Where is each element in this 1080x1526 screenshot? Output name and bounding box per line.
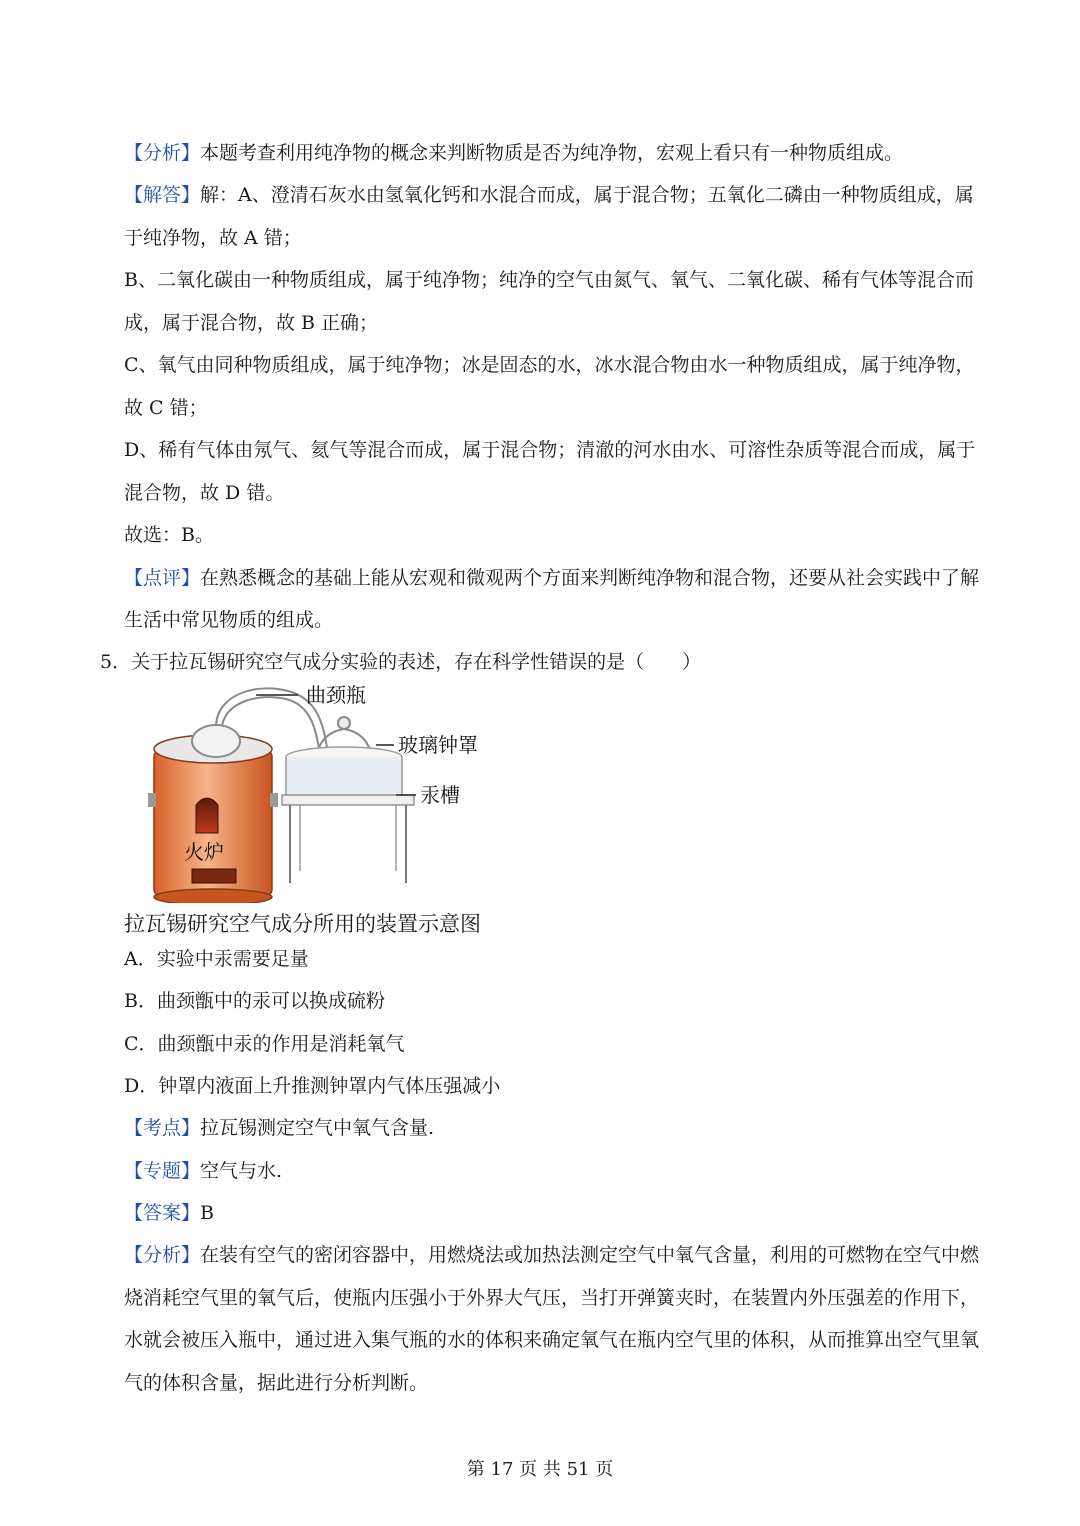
- option-c-explanation-1: C、氧气由同种物质组成，属于纯净物；冰是固态的水，冰水混合物由水一种物质组成，属于纯净物，: [124, 354, 975, 376]
- answer-detail-tag: 【解答】: [124, 184, 201, 206]
- bell-jar-label: 玻璃钟罩: [398, 733, 478, 757]
- analysis-line: [124, 141, 994, 165]
- answer-detail-line-2: 于纯净物，故 A 错；: [124, 227, 302, 249]
- answer-detail-text: 解：A、澄清石灰水由氢氧化钙和水混合而成，属于混合物；五氧化二磷由一种物质组成，属: [200, 184, 974, 206]
- final-choice: 故选：B。: [124, 524, 214, 546]
- option-a: A．实验中汞需要足量: [124, 948, 309, 970]
- knowledge-point-line: [124, 1116, 994, 1140]
- option-b: B．曲颈甑中的汞可以换成硫粉: [124, 990, 385, 1012]
- comment-line-2: 生活中常见物质的组成。: [124, 609, 334, 631]
- topic-tag: 【专题】: [124, 1160, 201, 1182]
- topic-text: 空气与水.: [200, 1160, 283, 1182]
- topic-line: [124, 1159, 994, 1183]
- analysis-tag: 【分析】: [124, 142, 201, 164]
- knowledge-point-tag: 【考点】: [124, 1117, 201, 1139]
- comment-text: 在熟悉概念的基础上能从宏观和微观两个方面来判断纯净物和混合物，还要从社会实践中了解: [200, 567, 980, 589]
- furnace-icon: [148, 735, 278, 903]
- option-c: C．曲颈甑中汞的作用是消耗氧气: [124, 1033, 405, 1055]
- flask-label: 曲颈瓶: [306, 683, 366, 707]
- answer-tag: 【答案】: [124, 1202, 201, 1224]
- option-d: D．钟罩内液面上升推测钟罩内气体压强减小: [124, 1075, 501, 1097]
- q5-analysis-line-3: 水就会被压入瓶中，通过进入集气瓶的水的体积来确定氧气在瓶内空气里的体积，从而推算出空气里氧: [124, 1329, 980, 1351]
- answer-text: B: [200, 1202, 214, 1224]
- knowledge-point-text: 拉瓦锡测定空气中氧气含量.: [200, 1117, 435, 1139]
- option-c-explanation-2: 故 C 错；: [124, 397, 208, 419]
- q5-analysis-line-2: 烧消耗空气里的氧气后，使瓶内压强小于外界大气压，当打开弹簧夹时，在装置内外压强差的作用下，: [124, 1287, 980, 1309]
- figure-caption: 拉瓦锡研究空气成分所用的装置示意图: [124, 912, 481, 936]
- answer-line: [124, 1201, 994, 1225]
- q5-analysis-text: 在装有空气的密闭容器中，用燃烧法或加热法测定空气中氧气含量，利用的可燃物在空气中燃: [200, 1244, 980, 1266]
- page-number: 第 17 页 共 51 页: [466, 1459, 614, 1480]
- q5-analysis-line: [124, 1243, 994, 1267]
- option-b-explanation-1: B、二氧化碳由一种物质组成，属于纯净物；纯净的空气由氮气、氧气、二氧化碳、稀有气体等混合而: [124, 269, 974, 291]
- question-5-stem: 5．关于拉瓦锡研究空气成分实验的表述，存在科学性错误的是（ ）: [100, 651, 702, 673]
- analysis-text: 本题考查利用纯净物的概念来判断物质是否为纯净物，宏观上看只有一种物质组成。: [200, 142, 904, 164]
- answer-detail-line: [124, 183, 994, 207]
- q5-analysis-tag: 【分析】: [124, 1244, 201, 1266]
- lavoisier-apparatus-figure: [148, 683, 488, 903]
- trough-label: 汞槽: [420, 783, 460, 807]
- furnace-label: 火炉: [184, 840, 224, 864]
- option-d-explanation-1: D、稀有气体由氖气、氦气等混合而成，属于混合物；清澈的河水由水、可溶性杂质等混合而成，属于: [124, 439, 976, 461]
- comment-line: [124, 566, 994, 590]
- option-b-explanation-2: 成，属于混合物，故 B 正确；: [124, 312, 379, 334]
- mercury-trough-icon: [282, 747, 414, 883]
- comment-tag: 【点评】: [124, 567, 201, 589]
- option-d-explanation-2: 混合物，故 D 错。: [124, 482, 285, 504]
- q5-analysis-line-4: 气的体积含量，据此进行分析判断。: [124, 1372, 429, 1394]
